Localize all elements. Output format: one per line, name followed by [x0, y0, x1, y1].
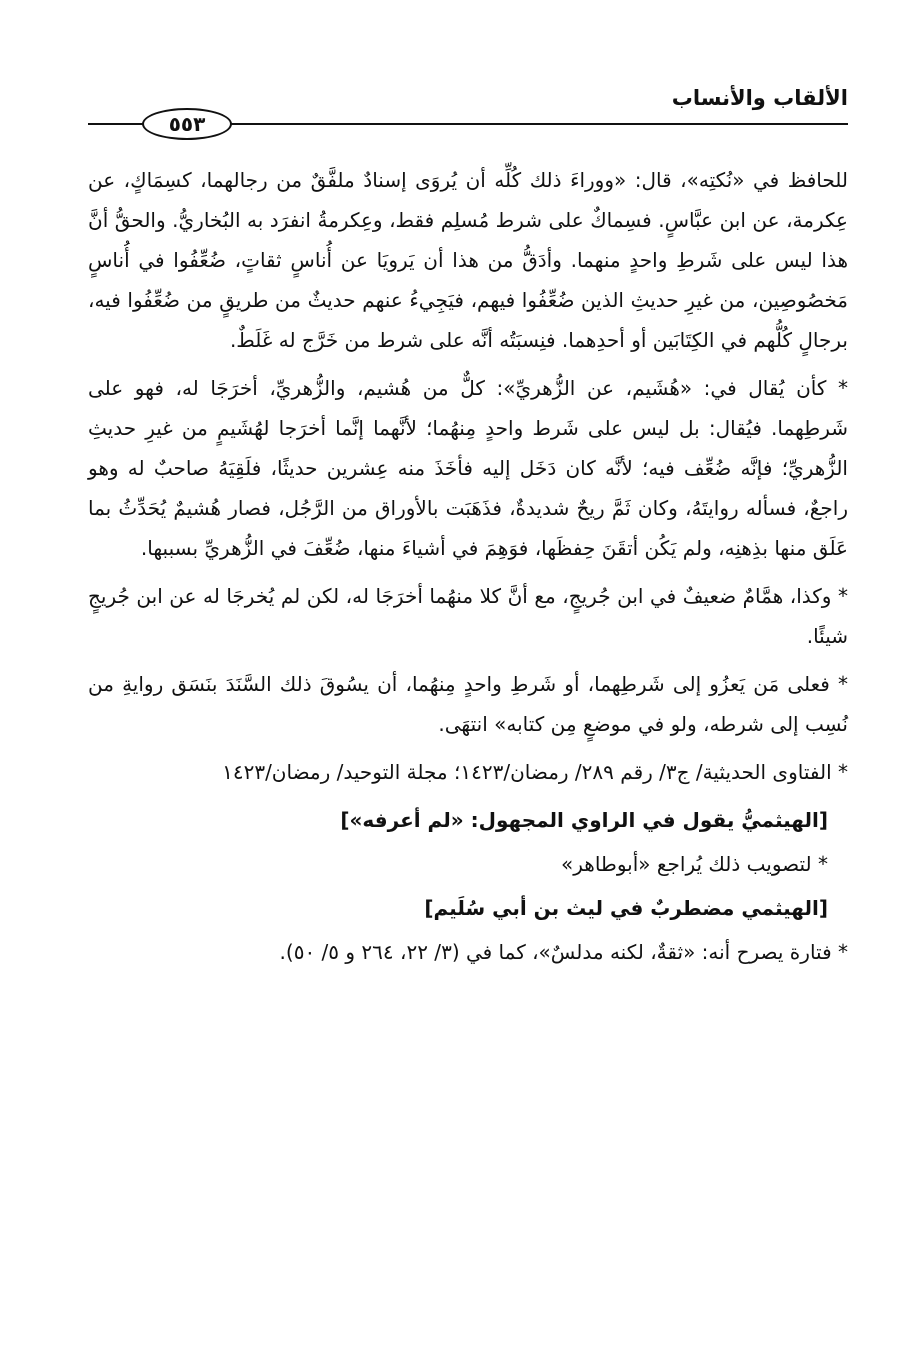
paragraph-3: * وكذا، همَّامٌ ضعيفٌ في ابن جُريجٍ، مع أنَّ كلا منهُما أخرَجَا له، لكن لم يُخرجَا له عن ابن جُريجٍ شيئًا.: [88, 584, 848, 648]
page-body: [88, 160, 848, 972]
entry-title-2: [الهيثمي مضطربٌ في ليث بن أبي سُلَيم]: [424, 896, 828, 920]
entry-title-1: [الهيثميُّ يقول في الراوي المجهول: «لم أعرفه»]: [340, 808, 828, 832]
paragraph-4: * فعلى مَن يَعزُو إلى شَرطِهما، أو شَرطِ واحدٍ مِنهُما، أن يسُوقَ ذلك السَّنَدَ بنَسَق روايةِ من نُسِب إلى شرطه، ولو في موضعٍ مِن كتابه» انتهَى.: [88, 672, 848, 736]
paragraph-1: للحافظ في «نُكتِه»، قال: «ووراءَ ذلك كُلِّه أن يُروَى إسنادٌ ملفَّقٌ من رجالهما، كسِمَاكٍ، عن عِكرمة، عن ابن عبَّاسٍ. فسِماكٌ على شرط مُسلِم فقط، وعِكرمةُ انفرَد به البُخاريُّ. والحقُّ أنَّ هذا ليس على شَرطِ واحدٍ منهما. وأدَقُّ من هذا أن يَرويَا عن أُناسٍ ثقاتٍ، ضُعِّفُوا في أُناسٍ مَخصُوصِين، من غيرِ حديثِ الذين ضُعِّفُوا فيهم، فيَجِيءُ عنهم حديثٌ من طريقٍ من ضُعِّفُوا فيه، برجالٍ كُلُّهم في الكِتَابَين أو أحدِهما. فنِسبَتُه أنَّه على شرط من خَرَّج له غَلَطٌ.: [88, 168, 848, 352]
running-title: الألقاب والأنساب: [671, 86, 848, 110]
page-number: ٥٥٣: [142, 108, 232, 140]
entry-note-2: * فتارة يصرح أنه: «ثقةٌ، لكنه مدلسٌ»، كما في (٣/ ٢٢، ٢٦٤ و ٥/ ٥٠).: [279, 940, 848, 964]
paragraph-2: * كأن يُقال في: «هُشَيم، عن الزُّهريِّ»: كلٌّ من هُشيم، والزُّهريِّ، أخرَجَا له، فهو على شَرطِهما. فيُقال: بل ليس على شَرط واحدٍ مِنهُما؛ لأنَّهما إنَّما أخرَجا لهُشَيمٍ من غيرِ حديثِ الزُّهريِّ؛ فإنَّه ضُعِّف فيه؛ لأنَّه كان دَخَل إليه فأخَذَ منه عِشرين حديثًا، فلَقِيَهُ صاحبٌ له وهو راجعٌ، فسأله روايتَهُ، وكان ثَمَّ ريحٌ شديدةٌ، فذَهَبَت بالأوراق من الرَّجُل، فصار هُشيمٌ يُحَدِّثُ بما عَلَق منها بذِهنِه، ولم يَكُن أتقَنَ حِفظَها، فوَهِمَ في أشياءَ منها، ضُعِّفَ في الزُّهريِّ بسببها.: [88, 376, 848, 560]
page-header: [88, 86, 848, 136]
entry-note-1: * لتصويب ذلك يُراجع «أبوطاهر»: [561, 852, 828, 876]
paragraph-5: * الفتاوى الحديثية/ ج٣/ رقم ٢٨٩/ رمضان/١٤٢٣؛ مجلة التوحيد/ رمضان/١٤٢٣: [222, 760, 848, 784]
